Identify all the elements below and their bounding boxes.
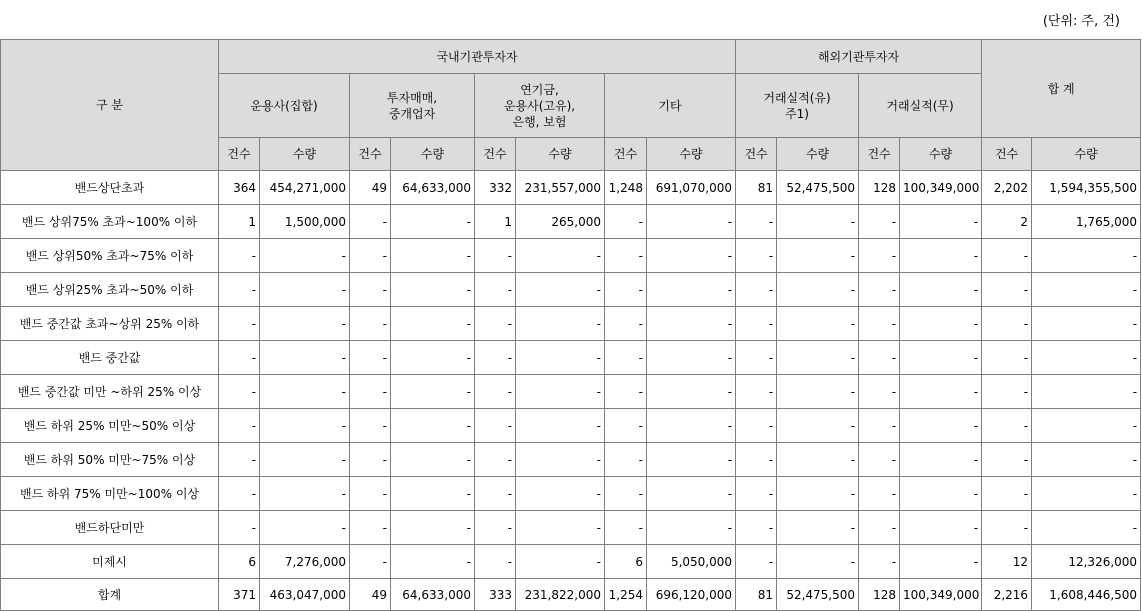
header-sub-5: 거래실적(유) 주1) [736, 74, 859, 138]
count-cell: - [982, 239, 1032, 273]
table-row [1, 273, 1141, 307]
quantity-cell: - [260, 443, 350, 477]
header-domestic: 국내기관투자자 [219, 40, 736, 74]
count-cell: 2,202 [982, 171, 1032, 205]
count-cell: - [219, 409, 260, 443]
count-cell: - [982, 307, 1032, 341]
quantity-cell: - [516, 477, 605, 511]
count-cell: - [982, 409, 1032, 443]
quantity-cell: - [1032, 511, 1141, 545]
count-cell: 6 [605, 545, 647, 579]
quantity-cell: 52,475,500 [777, 171, 859, 205]
row-label: 미제시 [1, 545, 219, 579]
count-cell: - [982, 341, 1032, 375]
count-cell: - [736, 443, 777, 477]
count-cell: - [219, 477, 260, 511]
quantity-cell: - [516, 273, 605, 307]
count-cell: - [475, 307, 516, 341]
quantity-cell: - [900, 341, 982, 375]
quantity-cell: - [777, 409, 859, 443]
quantity-cell: - [1032, 341, 1141, 375]
quantity-cell: 1,500,000 [260, 205, 350, 239]
header-count: 건수 [982, 138, 1032, 171]
quantity-cell: - [1032, 375, 1141, 409]
header-qty: 수량 [647, 138, 736, 171]
count-cell: 12 [982, 545, 1032, 579]
header-sub-1: 운용사(집합) [219, 74, 350, 138]
quantity-cell: - [391, 477, 475, 511]
quantity-cell: - [900, 511, 982, 545]
quantity-cell: 12,326,000 [1032, 545, 1141, 579]
header-sub-2: 투자매매, 중개업자 [350, 74, 475, 138]
header-count: 건수 [219, 138, 260, 171]
count-cell: - [605, 409, 647, 443]
quantity-cell: - [516, 443, 605, 477]
row-label: 밴드 상위75% 초과~100% 이하 [1, 205, 219, 239]
quantity-cell: - [260, 477, 350, 511]
quantity-cell: - [777, 511, 859, 545]
quantity-cell: - [900, 443, 982, 477]
count-cell: 128 [859, 171, 900, 205]
quantity-cell: - [647, 375, 736, 409]
count-cell: - [475, 477, 516, 511]
quantity-cell: - [260, 341, 350, 375]
header-foreign: 해외기관투자자 [736, 40, 982, 74]
count-cell: - [219, 511, 260, 545]
quantity-cell: - [391, 409, 475, 443]
count-cell: - [736, 477, 777, 511]
quantity-cell: - [516, 511, 605, 545]
count-cell: - [350, 545, 391, 579]
quantity-cell: - [777, 341, 859, 375]
count-cell: - [736, 205, 777, 239]
count-cell: 364 [219, 171, 260, 205]
quantity-cell: - [260, 239, 350, 273]
investor-demand-table [0, 39, 1141, 611]
table-row [1, 545, 1141, 579]
quantity-cell: 1,765,000 [1032, 205, 1141, 239]
count-cell: - [605, 307, 647, 341]
quantity-cell: - [516, 375, 605, 409]
count-cell: - [605, 205, 647, 239]
quantity-cell: - [647, 477, 736, 511]
row-label: 밴드 중간값 [1, 341, 219, 375]
quantity-cell: - [260, 409, 350, 443]
quantity-cell: - [391, 205, 475, 239]
count-cell: - [350, 341, 391, 375]
quantity-cell: - [900, 409, 982, 443]
quantity-cell: - [1032, 477, 1141, 511]
count-cell: - [475, 409, 516, 443]
count-cell: - [350, 239, 391, 273]
header-sub-3: 연기금, 운용사(고유), 은행, 보험 [475, 74, 605, 138]
quantity-cell: 64,633,000 [391, 171, 475, 205]
quantity-cell: - [777, 477, 859, 511]
quantity-cell: - [900, 205, 982, 239]
quantity-cell: - [900, 545, 982, 579]
row-label: 밴드 하위 25% 미만~50% 이상 [1, 409, 219, 443]
quantity-cell: - [647, 273, 736, 307]
quantity-cell: - [777, 239, 859, 273]
count-cell: - [859, 443, 900, 477]
quantity-cell: 1,594,355,500 [1032, 171, 1141, 205]
quantity-cell: - [900, 307, 982, 341]
unit-label: (단위: 주, 건) [1042, 14, 1120, 29]
quantity-cell: - [516, 239, 605, 273]
count-cell: - [350, 443, 391, 477]
table-row [1, 205, 1141, 239]
quantity-cell: 696,120,000 [647, 579, 736, 611]
quantity-cell: - [1032, 409, 1141, 443]
quantity-cell: - [900, 273, 982, 307]
quantity-cell: 1,608,446,500 [1032, 579, 1141, 611]
count-cell: - [859, 341, 900, 375]
count-cell: 49 [350, 579, 391, 611]
quantity-cell: - [900, 239, 982, 273]
quantity-cell: - [260, 273, 350, 307]
quantity-cell: - [1032, 273, 1141, 307]
quantity-cell: - [391, 375, 475, 409]
count-cell: - [350, 409, 391, 443]
header-count: 건수 [736, 138, 777, 171]
count-cell: - [859, 477, 900, 511]
quantity-cell: 5,050,000 [647, 545, 736, 579]
count-cell: - [736, 545, 777, 579]
header-count: 건수 [350, 138, 391, 171]
quantity-cell: - [260, 307, 350, 341]
quantity-cell: 52,475,500 [777, 579, 859, 611]
row-label: 밴드 상위50% 초과~75% 이하 [1, 239, 219, 273]
header-count: 건수 [475, 138, 516, 171]
quantity-cell: - [647, 307, 736, 341]
header-qty: 수량 [1032, 138, 1141, 171]
quantity-cell: 100,349,000 [900, 579, 982, 611]
quantity-cell: - [391, 239, 475, 273]
header-qty: 수량 [516, 138, 605, 171]
quantity-cell: - [391, 307, 475, 341]
quantity-cell: - [1032, 239, 1141, 273]
quantity-cell: 265,000 [516, 205, 605, 239]
count-cell: - [605, 239, 647, 273]
quantity-cell: - [777, 443, 859, 477]
quantity-cell: - [647, 239, 736, 273]
count-cell: - [859, 375, 900, 409]
count-cell: 332 [475, 171, 516, 205]
quantity-cell: - [516, 341, 605, 375]
header-count: 건수 [605, 138, 647, 171]
count-cell: - [982, 375, 1032, 409]
count-cell: 1,248 [605, 171, 647, 205]
count-cell: 1 [475, 205, 516, 239]
count-cell: 128 [859, 579, 900, 611]
count-cell: - [350, 375, 391, 409]
quantity-cell: - [391, 545, 475, 579]
count-cell: - [859, 239, 900, 273]
count-cell: - [350, 205, 391, 239]
count-cell: 49 [350, 171, 391, 205]
count-cell: - [605, 341, 647, 375]
row-label: 합계 [1, 579, 219, 611]
count-cell: - [982, 511, 1032, 545]
count-cell: 81 [736, 171, 777, 205]
count-cell: - [605, 273, 647, 307]
header-qty: 수량 [900, 138, 982, 171]
count-cell: - [859, 511, 900, 545]
quantity-cell: 64,633,000 [391, 579, 475, 611]
count-cell: 1,254 [605, 579, 647, 611]
count-cell: - [736, 511, 777, 545]
quantity-cell: - [777, 545, 859, 579]
count-cell: 371 [219, 579, 260, 611]
count-cell: - [859, 273, 900, 307]
quantity-cell: - [777, 307, 859, 341]
header-category: 구 분 [1, 40, 219, 171]
count-cell: - [859, 205, 900, 239]
header-count: 건수 [859, 138, 900, 171]
count-cell: - [219, 239, 260, 273]
count-cell: - [475, 443, 516, 477]
count-cell: - [475, 511, 516, 545]
row-label: 밴드 하위 50% 미만~75% 이상 [1, 443, 219, 477]
quantity-cell: - [777, 375, 859, 409]
quantity-cell: - [260, 511, 350, 545]
quantity-cell: - [260, 375, 350, 409]
quantity-cell: - [777, 205, 859, 239]
count-cell: - [859, 307, 900, 341]
quantity-cell: - [647, 409, 736, 443]
quantity-cell: - [647, 511, 736, 545]
header-qty: 수량 [391, 138, 475, 171]
count-cell: - [219, 443, 260, 477]
row-label: 밴드상단초과 [1, 171, 219, 205]
quantity-cell: - [516, 545, 605, 579]
header-qty: 수량 [260, 138, 350, 171]
quantity-cell: - [1032, 443, 1141, 477]
header-qty: 수량 [777, 138, 859, 171]
table-row [1, 409, 1141, 443]
table-row [1, 511, 1141, 545]
quantity-cell: 7,276,000 [260, 545, 350, 579]
quantity-cell: - [900, 375, 982, 409]
header-total: 합 계 [982, 40, 1141, 138]
quantity-cell: - [391, 273, 475, 307]
table-row [1, 443, 1141, 477]
count-cell: - [605, 375, 647, 409]
row-label: 밴드 중간값 초과~상위 25% 이하 [1, 307, 219, 341]
quantity-cell: 691,070,000 [647, 171, 736, 205]
count-cell: - [736, 341, 777, 375]
row-label: 밴드 상위25% 초과~50% 이하 [1, 273, 219, 307]
table-row [1, 341, 1141, 375]
count-cell: - [475, 545, 516, 579]
count-cell: - [736, 409, 777, 443]
count-cell: 1 [219, 205, 260, 239]
quantity-cell: - [647, 341, 736, 375]
header-sub-4: 기타 [605, 74, 736, 138]
count-cell: - [859, 545, 900, 579]
table-row [1, 477, 1141, 511]
count-cell: - [350, 307, 391, 341]
count-cell: - [219, 307, 260, 341]
row-label: 밴드하단미만 [1, 511, 219, 545]
quantity-cell: - [391, 341, 475, 375]
table-row [1, 307, 1141, 341]
table-row [1, 239, 1141, 273]
count-cell: - [982, 477, 1032, 511]
count-cell: - [350, 511, 391, 545]
quantity-cell: 100,349,000 [900, 171, 982, 205]
count-cell: - [219, 273, 260, 307]
count-cell: 333 [475, 579, 516, 611]
count-cell: - [350, 477, 391, 511]
quantity-cell: 463,047,000 [260, 579, 350, 611]
table-row [1, 375, 1141, 409]
count-cell: - [475, 273, 516, 307]
count-cell: - [219, 341, 260, 375]
count-cell: - [475, 239, 516, 273]
quantity-cell: 231,557,000 [516, 171, 605, 205]
count-cell: - [605, 511, 647, 545]
count-cell: 81 [736, 579, 777, 611]
count-cell: - [982, 443, 1032, 477]
count-cell: - [736, 239, 777, 273]
header-sub-6: 거래실적(무) [859, 74, 982, 138]
count-cell: - [475, 375, 516, 409]
quantity-cell: - [647, 443, 736, 477]
quantity-cell: - [391, 511, 475, 545]
quantity-cell: - [516, 307, 605, 341]
count-cell: - [859, 409, 900, 443]
row-label: 밴드 하위 75% 미만~100% 이상 [1, 477, 219, 511]
quantity-cell: 454,271,000 [260, 171, 350, 205]
count-cell: - [736, 307, 777, 341]
table-row [1, 171, 1141, 205]
count-cell: - [982, 273, 1032, 307]
quantity-cell: 231,822,000 [516, 579, 605, 611]
quantity-cell: - [647, 205, 736, 239]
count-cell: - [736, 375, 777, 409]
count-cell: 2 [982, 205, 1032, 239]
quantity-cell: - [516, 409, 605, 443]
count-cell: - [605, 443, 647, 477]
quantity-cell: - [1032, 307, 1141, 341]
row-label: 밴드 중간값 미만 ~하위 25% 이상 [1, 375, 219, 409]
count-cell: - [475, 341, 516, 375]
table-row [1, 579, 1141, 611]
count-cell: 6 [219, 545, 260, 579]
quantity-cell: - [777, 273, 859, 307]
count-cell: 2,216 [982, 579, 1032, 611]
count-cell: - [736, 273, 777, 307]
count-cell: - [350, 273, 391, 307]
quantity-cell: - [900, 477, 982, 511]
count-cell: - [219, 375, 260, 409]
count-cell: - [605, 477, 647, 511]
quantity-cell: - [391, 443, 475, 477]
